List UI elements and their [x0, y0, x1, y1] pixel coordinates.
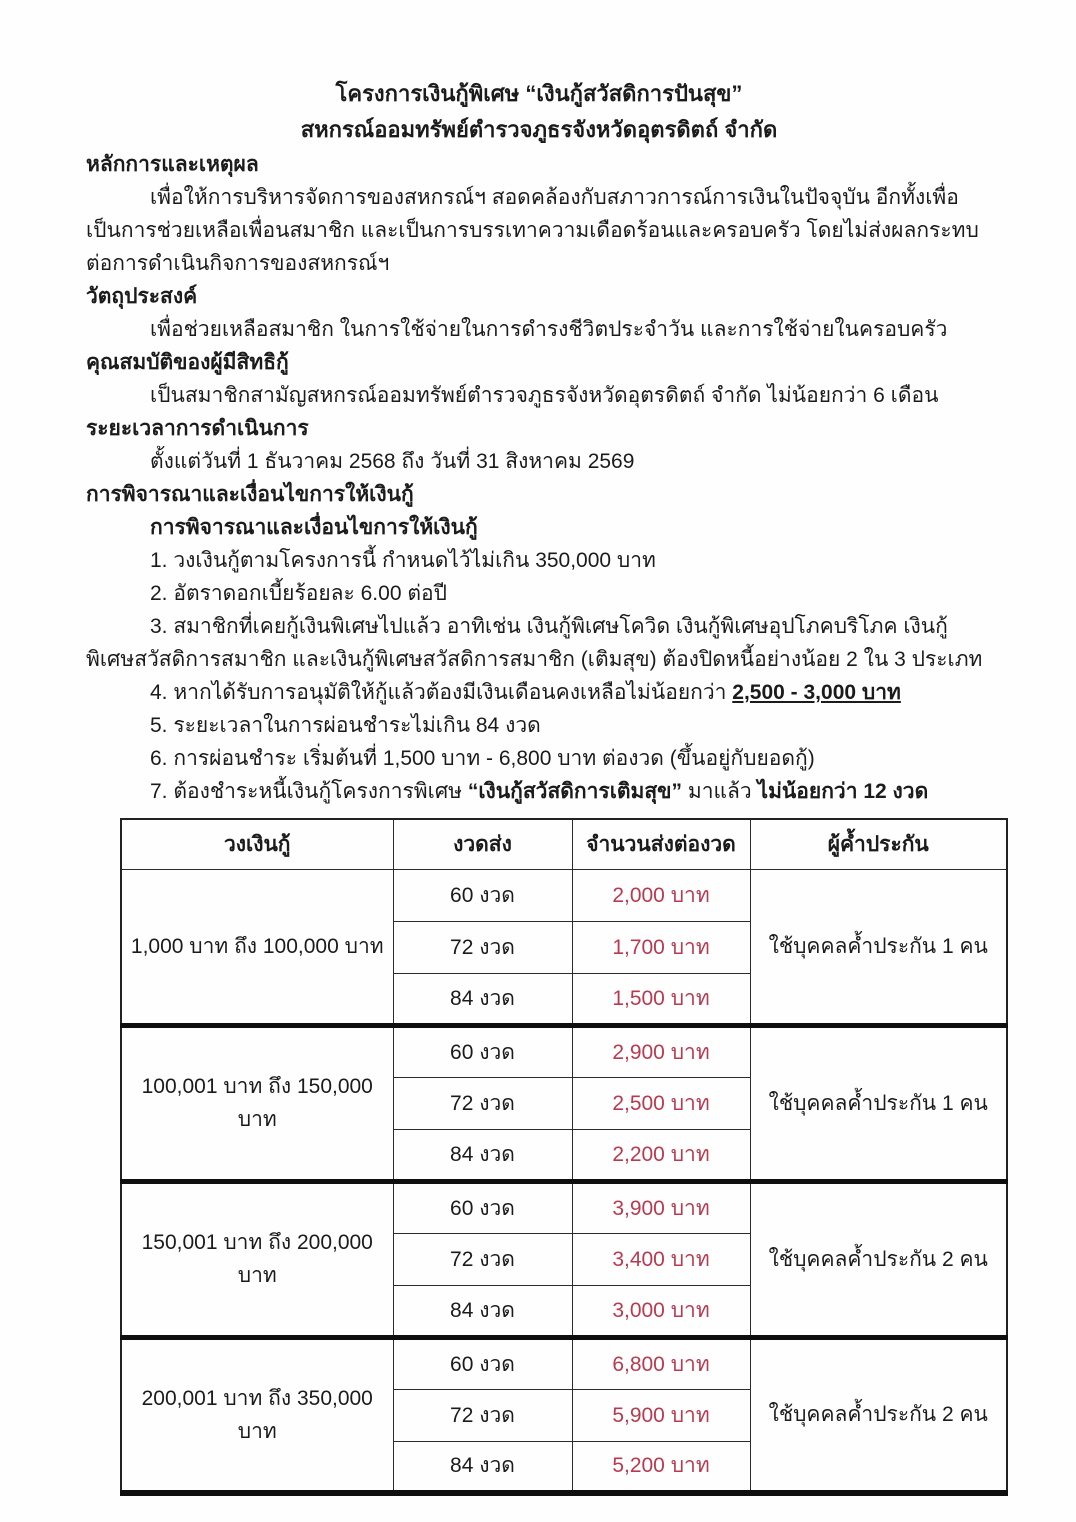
- document-title: โครงการเงินกู้พิเศษ “เงินกู้สวัสดิการปันสุข”: [335, 81, 743, 106]
- payment-amount-cell: 3,900 บาท: [572, 1181, 750, 1233]
- document-subtitle: สหกรณ์ออมทรัพย์ตำรวจภูธรจังหวัดอุตรดิตถ์ จำกัด: [300, 117, 778, 142]
- qualification-heading: คุณสมบัติของผู้มีสิทธิกู้: [86, 351, 289, 374]
- condition-item-7-mid: มาแล้ว: [682, 780, 758, 803]
- installment-count-cell: 84 งวด: [393, 1129, 572, 1181]
- installment-count-cell: 60 งวด: [393, 1181, 572, 1233]
- period-heading: ระยะเวลาการดำเนินการ: [86, 417, 309, 440]
- guarantor-cell: ใช้บุคคลค้ำประกัน 2 คน: [750, 1337, 1007, 1493]
- condition-item-3: 3. สมาชิกที่เคยกู้เงินพิเศษไปแล้ว อาทิเช่น เงินกู้พิเศษโควิด เงินกู้พิเศษอุปโภคบริโภค เงินกู้พิเศษสวัสดิการสมาชิก และเงินกู้พิเศษสวัสดิการสมาชิก (เติมสุข) ต้องปิดหนี้อย่างน้อย 2 ใน 3 ประเภท: [86, 615, 983, 671]
- condition-item-1: 1. วงเงินกู้ตามโครงการนี้ กำหนดไว้ไม่เกิน 350,000 บาท: [150, 549, 656, 572]
- payment-amount-cell: 2,000 บาท: [572, 869, 750, 921]
- installment-count-cell: 84 งวด: [393, 973, 572, 1025]
- table-row: [121, 869, 1007, 921]
- guarantor-cell: ใช้บุคคลค้ำประกัน 1 คน: [750, 869, 1007, 1025]
- loan-range-cell: 100,001 บาท ถึง 150,000 บาท: [121, 1025, 393, 1181]
- installment-count-cell: 84 งวด: [393, 1285, 572, 1337]
- period-body: ตั้งแต่วันที่ 1 ธันวาคม 2568 ถึง วันที่ 31 สิงหาคม 2569: [150, 450, 635, 473]
- payment-amount-cell: 1,700 บาท: [572, 921, 750, 973]
- installment-count-cell: 72 งวด: [393, 1077, 572, 1129]
- objective-body: เพื่อช่วยเหลือสมาชิก ในการใช้จ่ายในการดำรงชีวิตประจำวัน และการใช้จ่ายในครอบครัว: [150, 318, 948, 341]
- principle-heading: หลักการและเหตุผล: [86, 153, 259, 176]
- installment-count-cell: 84 งวด: [393, 1441, 572, 1493]
- payment-amount-cell: 5,200 บาท: [572, 1441, 750, 1493]
- loan-installment-table: [120, 818, 1008, 1496]
- loan-table-body: [121, 869, 1007, 1493]
- guarantor-cell: ใช้บุคคลค้ำประกัน 1 คน: [750, 1025, 1007, 1181]
- condition-item-7-min-installments: ไม่น้อยกว่า 12 งวด: [757, 780, 929, 803]
- payment-amount-cell: 5,900 บาท: [572, 1389, 750, 1441]
- objective-heading: วัตถุประสงค์: [86, 285, 198, 308]
- payment-amount-cell: 2,200 บาท: [572, 1129, 750, 1181]
- payment-amount-cell: 6,800 บาท: [572, 1337, 750, 1389]
- condition-item-7-text: 7. ต้องชำระหนี้เงินกู้โครงการพิเศษ: [150, 780, 468, 803]
- qualification-body: เป็นสมาชิกสามัญสหกรณ์ออมทรัพย์ตำรวจภูธรจังหวัดอุตรดิตถ์ จำกัด ไม่น้อยกว่า 6 เดือน: [150, 384, 939, 407]
- conditions-heading: การพิจารณาและเงื่อนไขการให้เงินกู้: [86, 483, 414, 506]
- title-block: [86, 76, 992, 148]
- condition-item-7: [86, 775, 992, 808]
- table-row: [121, 1181, 1007, 1233]
- payment-amount-cell: 3,000 บาท: [572, 1285, 750, 1337]
- payment-amount-cell: 1,500 บาท: [572, 973, 750, 1025]
- condition-item-7-loan-name: “เงินกู้สวัสดิการเติมสุข”: [467, 780, 683, 803]
- payment-amount-cell: 3,400 บาท: [572, 1233, 750, 1285]
- header-installment-count: งวดส่ง: [393, 819, 572, 869]
- header-guarantor: ผู้ค้ำประกัน: [750, 819, 1007, 869]
- loan-range-cell: 200,001 บาท ถึง 350,000 บาท: [121, 1337, 393, 1493]
- installment-count-cell: 60 งวด: [393, 1337, 572, 1389]
- payment-amount-cell: 2,500 บาท: [572, 1077, 750, 1129]
- installment-count-cell: 72 งวด: [393, 1389, 572, 1441]
- conditions-subheading: การพิจารณาและเงื่อนไขการให้เงินกู้: [150, 516, 478, 539]
- header-payment-per-installment: จำนวนส่งต่องวด: [572, 819, 750, 869]
- principle-body: เพื่อให้การบริหารจัดการของสหกรณ์ฯ สอดคล้องกับสภาวการณ์การเงินในปัจจุบัน อีกทั้งเพื่อเป็นการช่วยเหลือเพื่อนสมาชิก และเป็นการบรรเทาความเดือดร้อนและครอบครัว โดยไม่ส่งผลกระทบต่อการดำเนินกิจการของสหกรณ์ฯ: [86, 186, 979, 275]
- installment-count-cell: 72 งวด: [393, 1233, 572, 1285]
- installment-count-cell: 60 งวด: [393, 1025, 572, 1077]
- loan-table-header: [121, 819, 1007, 869]
- table-row: [121, 1025, 1007, 1077]
- table-row: [121, 1337, 1007, 1389]
- condition-item-4: [86, 676, 992, 709]
- condition-item-4-highlight: 2,500 - 3,000 บาท: [732, 681, 901, 704]
- payment-amount-cell: 2,900 บาท: [572, 1025, 750, 1077]
- header-row: [121, 819, 1007, 869]
- condition-item-4-text: 4. หากได้รับการอนุมัติให้กู้แล้วต้องมีเงินเดือนคงเหลือไม่น้อยกว่า: [150, 681, 733, 704]
- loan-range-cell: 1,000 บาท ถึง 100,000 บาท: [121, 869, 393, 1025]
- guarantor-cell: ใช้บุคคลค้ำประกัน 2 คน: [750, 1181, 1007, 1337]
- installment-count-cell: 72 งวด: [393, 921, 572, 973]
- header-loan-amount: วงเงินกู้: [121, 819, 393, 869]
- condition-item-2: 2. อัตราดอกเบี้ยร้อยละ 6.00 ต่อปี: [150, 582, 447, 605]
- loan-range-cell: 150,001 บาท ถึง 200,000 บาท: [121, 1181, 393, 1337]
- condition-item-5: 5. ระยะเวลาในการผ่อนชำระไม่เกิน 84 งวด: [150, 714, 541, 737]
- installment-count-cell: 60 งวด: [393, 869, 572, 921]
- condition-item-6: 6. การผ่อนชำระ เริ่มต้นที่ 1,500 บาท - 6,800 บาท ต่องวด (ขึ้นอยู่กับยอดกู้): [150, 747, 815, 770]
